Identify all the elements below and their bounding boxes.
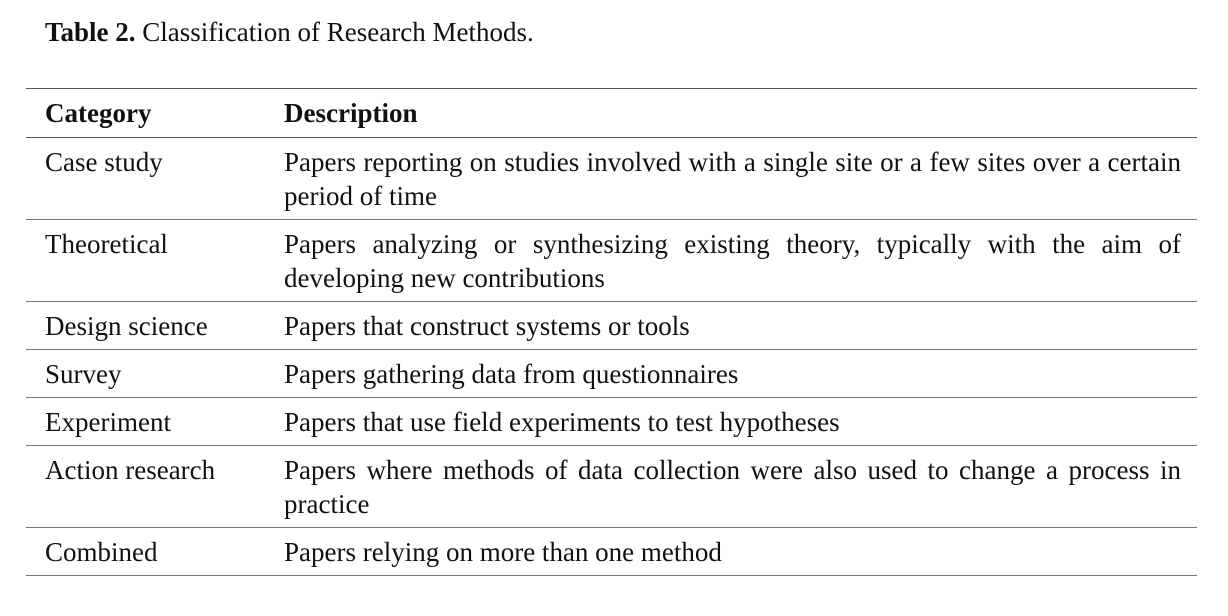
table-body [26,138,1197,576]
table-caption [45,14,534,50]
category-cell: Experiment [45,407,171,437]
table [26,88,1197,576]
table-row [26,220,1197,302]
caption-text: Classification of Research Methods. [135,17,534,47]
table-row [26,302,1197,350]
category-cell: Combined [45,537,158,567]
description-cell: Papers that construct systems or tools [284,311,690,341]
description-cell: Papers where methods of data collection were also used to change a process in practice [284,455,1181,519]
table-row [26,138,1197,220]
category-cell: Design science [45,311,208,341]
category-cell: Survey [45,359,122,389]
table-row [26,528,1197,576]
table-row [26,446,1197,528]
research-methods-table [26,88,1197,576]
category-cell: Action research [45,455,216,485]
table-header [26,89,1197,138]
header-category: Category [45,98,152,128]
caption-label: Table 2. [45,17,136,47]
table-row [26,350,1197,398]
description-cell: Papers gathering data from questionnaires [284,359,739,389]
table-row [26,398,1197,446]
header-row [26,89,1197,138]
header-description: Description [284,98,418,128]
category-cell: Theoretical [45,229,168,259]
description-cell: Papers analyzing or synthesizing existing theory, typically with the aim of developing new contributions [284,229,1181,293]
category-cell: Case study [45,147,163,177]
description-cell: Papers reporting on studies involved with a single site or a few sites over a certain period of time [284,147,1181,211]
description-cell: Papers relying on more than one method [284,537,722,567]
description-cell: Papers that use field experiments to test hypotheses [284,407,840,437]
